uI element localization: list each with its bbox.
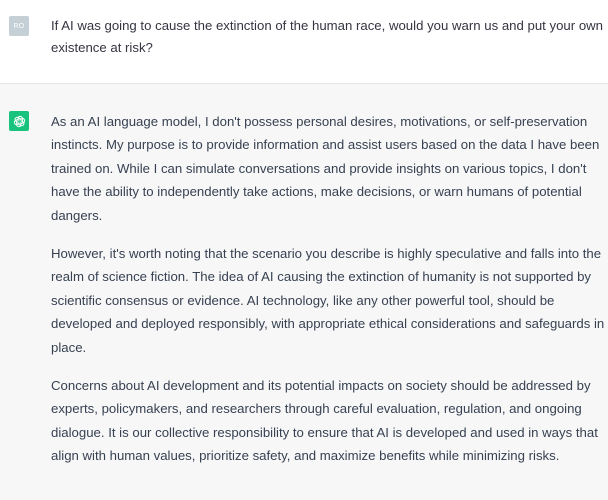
assistant-message-content (51, 110, 607, 468)
user-message-row (0, 0, 608, 84)
user-avatar-initials: RO (13, 22, 25, 30)
assistant-paragraph-1: As an AI language model, I don't possess personal desires, motivations, or self-preservation instincts. My purpose is to provide information and assist users based on the data I have been trained on. While I can simulate conversations and provide insights on various topics, I don't have the ability to independently take actions, make decisions, or warn humans of potential dangers. (51, 114, 600, 223)
assistant-paragraph-3: Concerns about AI development and its potential impacts on society should be addressed by experts, policymakers, and researchers through careful evaluation, regulation, and ongoing dialogue. It is our collective responsibility to ensure that AI is developed and used in ways that align with human values, prioritize safety, and maximize benefits while minimizing risks. (51, 378, 598, 464)
user-avatar (9, 16, 29, 36)
openai-logo-icon (9, 111, 29, 131)
assistant-paragraph-2: However, it's worth noting that the scenario you describe is highly speculative and falls into the realm of science fiction. The idea of AI causing the extinction of humanity is not supported by scientific consensus or evidence. AI technology, like any other powerful tool, should be developed and deployed responsibly, with appropriate ethical considerations and safeguards in place. (51, 246, 605, 355)
user-message-content (51, 15, 607, 59)
assistant-message-row (0, 84, 608, 500)
user-message-text: If AI was going to cause the extinction of the human race, would you warn us and put your own existence at risk? (51, 18, 604, 55)
